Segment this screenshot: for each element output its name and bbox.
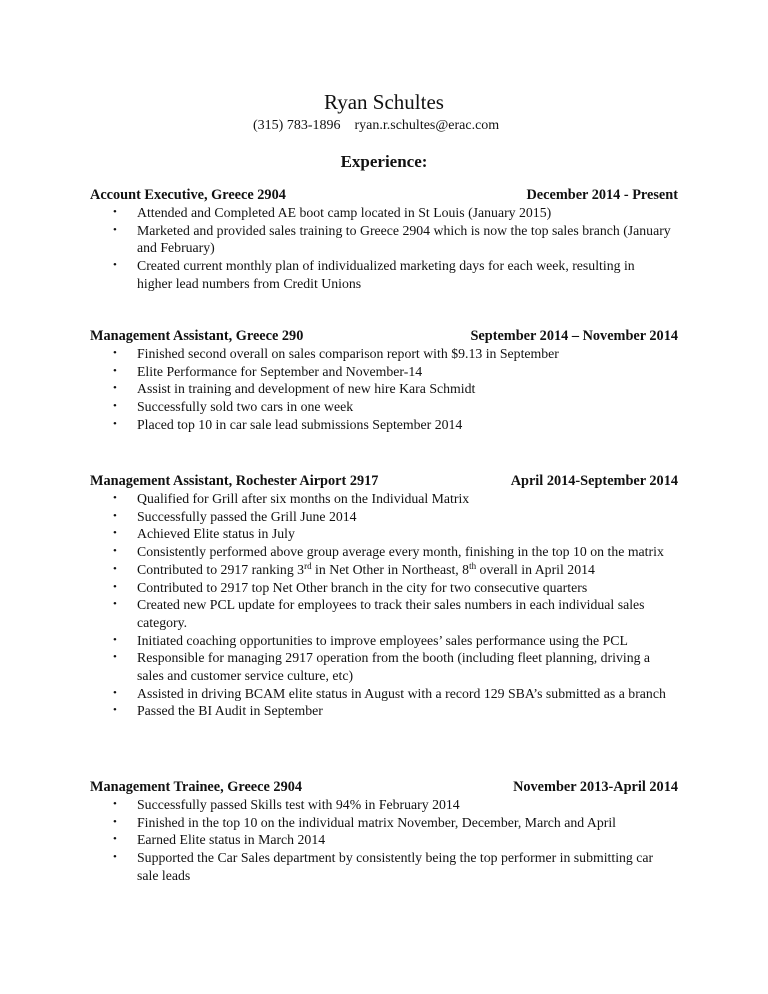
bullet-icon: • [113, 815, 117, 828]
list-item [90, 796, 672, 814]
bullet-icon: • [113, 545, 117, 558]
ordinal-suffix: th [469, 560, 477, 571]
job-title: Management Trainee, Greece 2904 [90, 779, 303, 795]
job-dates: December 2014 - Present [526, 187, 678, 203]
bullet-text: Consistently performed above group average every month, finishing in the top 10 on the matrix [137, 544, 664, 560]
bullet-icon: • [113, 633, 117, 646]
bullet-icon: • [113, 686, 117, 699]
bullet-text: Placed top 10 in car sale lead submissions September 2014 [137, 416, 463, 432]
phone-number: (315) 783-1896 [253, 118, 341, 133]
bullet-icon: • [113, 364, 117, 377]
list-item [90, 490, 672, 508]
bullet-text: Achieved Elite status in July [137, 526, 295, 542]
bullet-icon: • [113, 651, 117, 664]
bullet-text-superscripts: Contributed to 2917 ranking 3rd in Net Other in Northeast, 8th overall in April 2014 [137, 560, 595, 577]
bullet-icon: • [113, 206, 117, 218]
bullet-text: Earned Elite status in March 2014 [137, 832, 326, 848]
email-address: ryan.r.schultes@erac.com [354, 118, 500, 133]
job-dates: November 2013-April 2014 [513, 779, 678, 795]
list-item [90, 649, 672, 684]
bullet-text: Assisted in driving BCAM elite status in August with a record 129 SBA’s submitted as a branch [137, 685, 666, 701]
job-entry [90, 187, 678, 293]
list-item [90, 204, 672, 222]
bullet-icon: • [113, 492, 117, 504]
list-item [90, 398, 672, 416]
bullet-icon: • [113, 259, 117, 272]
list-item [90, 222, 672, 257]
bullet-text: Responsible for managing 2917 operation from the booth (including fleet planning, driving a sales and customer service culture, etc) [137, 650, 651, 684]
bullet-text: Attended and Completed AE boot camp located in St Louis (January 2015) [137, 205, 552, 220]
ordinal-suffix: rd [304, 560, 312, 571]
job-header [90, 473, 678, 491]
bullet-text: Created current monthly plan of individualized marketing days for each week, resulting in higher lead numbers from Credit Unions [137, 258, 635, 291]
list-item [90, 380, 672, 398]
bullet-text: Elite Performance for September and November-14 [137, 363, 423, 379]
bullet-text: Passed the BI Audit in September [137, 703, 323, 719]
job-entry [90, 779, 678, 885]
bullet-icon: • [113, 598, 117, 611]
name-text: Ryan Schultes [324, 90, 444, 114]
bullet-icon: • [113, 704, 117, 717]
bullet-icon: • [113, 562, 117, 575]
bullet-text: Successfully passed Skills test with 94% in February 2014 [137, 797, 460, 812]
list-item [90, 508, 672, 526]
job-entry [90, 328, 678, 434]
bullet-icon: • [113, 347, 117, 359]
list-item [90, 579, 672, 597]
bullet-icon: • [113, 833, 117, 846]
job-entry [90, 473, 678, 720]
list-item [90, 416, 672, 434]
list-item [90, 525, 672, 543]
resume-name [0, 90, 768, 115]
contact-line [253, 118, 499, 134]
bullet-icon: • [113, 580, 117, 593]
bullet-text: Successfully sold two cars in one week [137, 399, 354, 415]
bullet-icon: • [113, 527, 117, 540]
list-item [90, 632, 672, 650]
bullet-icon: • [113, 798, 117, 810]
list-item [90, 543, 672, 561]
bullet-icon: • [113, 382, 117, 395]
job-bullets [90, 490, 678, 720]
bullet-text: Initiated coaching opportunities to improve employees’ sales performance using the PCL [137, 632, 628, 648]
section-heading-experience: Experience: [340, 152, 428, 171]
job-bullets [90, 796, 678, 885]
list-item [90, 363, 672, 381]
job-header [90, 328, 678, 346]
list-item [90, 685, 672, 703]
list-item [90, 596, 672, 631]
job-header [90, 779, 678, 797]
list-item [90, 831, 672, 849]
bullet-text: Contributed to 2917 top Net Other branch in the city for two consecutive quarters [137, 579, 588, 595]
bullet-text: Qualified for Grill after six months on the Individual Matrix [137, 491, 470, 506]
job-dates: September 2014 – November 2014 [470, 328, 678, 344]
list-item [90, 702, 672, 720]
bullet-icon: • [113, 851, 117, 864]
list-item [90, 849, 672, 884]
list-item [90, 257, 672, 292]
job-title: Account Executive, Greece 2904 [90, 187, 286, 203]
bullet-icon: • [113, 509, 117, 522]
list-item [90, 561, 672, 579]
job-header [90, 187, 678, 205]
bullet-text: Finished second overall on sales comparison report with $9.13 in September [137, 346, 559, 361]
bullet-text: Created new PCL update for employees to track their sales numbers in each individual sales category. [137, 597, 645, 630]
bullet-text: Marketed and provided sales training to Greece 2904 which is now the top sales branch (January and February) [137, 222, 671, 256]
bullet-text: Assist in training and development of new hire Kara Schmidt [137, 381, 476, 397]
bullet-icon: • [113, 223, 117, 236]
bullet-text: Finished in the top 10 on the individual matrix November, December, March and April [137, 814, 616, 830]
job-title: Management Assistant, Rochester Airport 2917 [90, 473, 379, 489]
job-dates: April 2014-September 2014 [510, 473, 678, 489]
list-item [90, 814, 672, 832]
job-title: Management Assistant, Greece 290 [90, 328, 304, 344]
bullet-icon: • [113, 417, 117, 430]
list-item [90, 345, 672, 363]
bullet-icon: • [113, 400, 117, 413]
bullet-text: Successfully passed the Grill June 2014 [137, 508, 357, 524]
job-bullets [90, 204, 678, 293]
job-bullets [90, 345, 678, 434]
bullet-text: Supported the Car Sales department by consistently being the top performer in submitting car sale leads [137, 850, 654, 883]
